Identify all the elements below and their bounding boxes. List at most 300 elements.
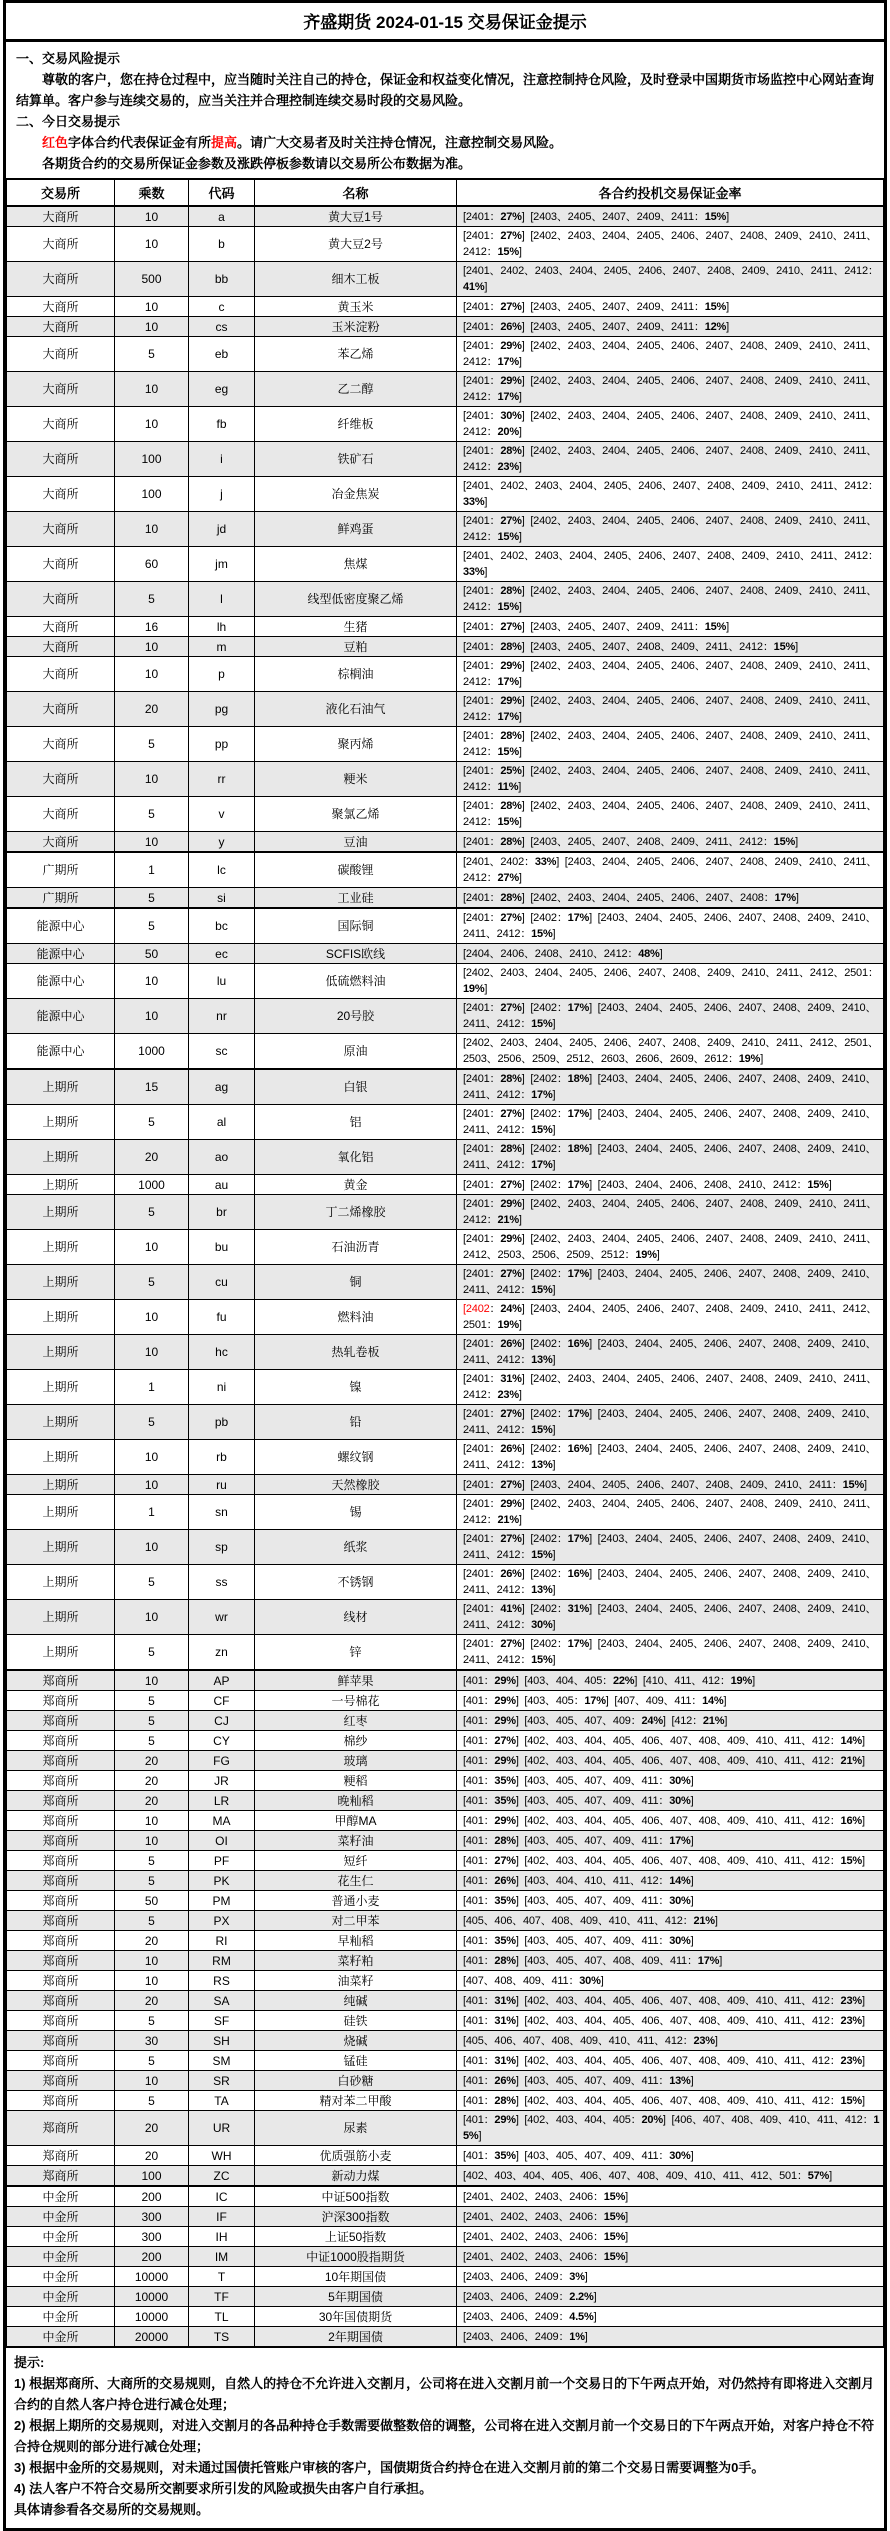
table-row: [7, 1971, 884, 1991]
code-cell: sn: [189, 1495, 255, 1530]
name-cell: 白银: [255, 1069, 457, 1105]
name-cell: 黄金: [255, 1175, 457, 1195]
code-cell: sc: [189, 1034, 255, 1070]
multiplier-cell: 5: [115, 727, 189, 762]
margin-rates-cell: [401：29%] [402、403、404、405：20%] [406、407、408、409、410、411、412：15%]: [457, 2111, 884, 2146]
name-cell: 纯碱: [255, 1991, 457, 2011]
name-cell: 甲醇MA: [255, 1811, 457, 1831]
margin-rates-cell: [2401：27%] [2402：17%] [2403、2404、2405、2406、2407、2408、2409、2410、2411、2412：15%]: [457, 1105, 884, 1140]
table-row: [7, 964, 884, 999]
multiplier-cell: 1: [115, 1370, 189, 1405]
name-cell: 燃料油: [255, 1300, 457, 1335]
code-cell: AP: [189, 1670, 255, 1691]
table-row: [7, 2011, 884, 2031]
table-row: [7, 1811, 884, 1831]
margin-rates-cell: [401：26%] [403、404、410、411、412：14%]: [457, 1871, 884, 1891]
column-header-code: 代码: [189, 179, 255, 206]
table-row: [7, 1475, 884, 1495]
margin-rates-cell: [2401：29%] [2402、2403、2404、2405、2406、2407、2408、2409、2410、2411、2412：21%]: [457, 1495, 884, 1530]
name-cell: 红枣: [255, 1711, 457, 1731]
exchange-cell: 能源中心: [7, 1034, 115, 1070]
code-cell: l: [189, 582, 255, 617]
name-cell: 鲜鸡蛋: [255, 512, 457, 547]
name-cell: 2年期国债: [255, 2327, 457, 2348]
exchange-cell: 大商所: [7, 727, 115, 762]
multiplier-cell: 15: [115, 1069, 189, 1105]
code-cell: ao: [189, 1140, 255, 1175]
multiplier-cell: 10: [115, 637, 189, 657]
exchange-cell: 郑商所: [7, 1731, 115, 1751]
table-row: [7, 582, 884, 617]
code-cell: rr: [189, 762, 255, 797]
table-row: [7, 1851, 884, 1871]
table-row: [7, 1711, 884, 1731]
margin-rates-cell: [2401：27%] [2402：17%] [2403、2404、2406、2408、2410、2412：15%]: [457, 1175, 884, 1195]
name-cell: 石油沥青: [255, 1230, 457, 1265]
margin-rates-cell: [2401：30%] [2402、2403、2404、2405、2406、2407、2408、2409、2410、2411、2412：20%]: [457, 407, 884, 442]
multiplier-cell: 10: [115, 1971, 189, 1991]
name-cell: 聚氯乙烯: [255, 797, 457, 832]
table-row: [7, 372, 884, 407]
margin-rates-cell: [2401：28%] [2402、2403、2404、2405、2406、2407、2408、2409、2410、2411、2412：15%]: [457, 797, 884, 832]
exchange-cell: 大商所: [7, 262, 115, 297]
name-cell: 鲜苹果: [255, 1670, 457, 1691]
margin-rates-cell: [2401：28%] [2402、2403、2404、2405、2406、2407、2408、2409、2410、2411、2412：15%]: [457, 727, 884, 762]
code-cell: p: [189, 657, 255, 692]
exchange-cell: 大商所: [7, 407, 115, 442]
code-cell: y: [189, 832, 255, 853]
exchange-cell: 大商所: [7, 582, 115, 617]
multiplier-cell: 300: [115, 2227, 189, 2247]
exchange-cell: 郑商所: [7, 1691, 115, 1711]
exchange-cell: 大商所: [7, 227, 115, 262]
name-cell: 液化石油气: [255, 692, 457, 727]
margin-rates-cell: [401：27%] [402、403、404、405、406、407、408、409、410、411、412：14%]: [457, 1731, 884, 1751]
table-row: [7, 1069, 884, 1105]
margin-rates-cell: [2403、2406、2409：2.2%]: [457, 2287, 884, 2307]
multiplier-cell: 200: [115, 2247, 189, 2267]
name-cell: 玻璃: [255, 1751, 457, 1771]
column-header-multiplier: 乘数: [115, 179, 189, 206]
margin-rates-cell: [2403、2406、2409：4.5%]: [457, 2307, 884, 2327]
table-row: [7, 944, 884, 964]
code-cell: cu: [189, 1265, 255, 1300]
table-row: [7, 2091, 884, 2111]
margin-rates-cell: [407、408、409、411：30%]: [457, 1971, 884, 1991]
code-cell: br: [189, 1195, 255, 1230]
margin-rates-cell: [2401：27%] [2402：17%] [2403、2404、2405、2406、2407、2408、2409、2410、2411、2412：15%]: [457, 1405, 884, 1440]
multiplier-cell: 5: [115, 1635, 189, 1671]
note-item: 4) 法人客户不符合交易所交割要求所引发的风险或损失由客户自行承担。: [14, 2481, 433, 2496]
exchange-cell: 郑商所: [7, 1831, 115, 1851]
code-cell: pb: [189, 1405, 255, 1440]
code-cell: TL: [189, 2307, 255, 2327]
table-row: [7, 1670, 884, 1691]
margin-rates-cell: [401：35%] [403、405、407、409、411：30%]: [457, 1771, 884, 1791]
name-cell: 黄大豆1号: [255, 206, 457, 227]
exchange-cell: 中金所: [7, 2207, 115, 2227]
exchange-cell: 大商所: [7, 617, 115, 637]
code-cell: TA: [189, 2091, 255, 2111]
exchange-cell: 郑商所: [7, 1791, 115, 1811]
table-row: [7, 1635, 884, 1671]
highlighted-red-text: 红色: [42, 135, 69, 150]
multiplier-cell: 300: [115, 2207, 189, 2227]
today-red-note: [16, 132, 874, 153]
code-cell: al: [189, 1105, 255, 1140]
exchange-cell: 大商所: [7, 442, 115, 477]
name-cell: 镍: [255, 1370, 457, 1405]
code-cell: CJ: [189, 1711, 255, 1731]
code-cell: TF: [189, 2287, 255, 2307]
table-row: [7, 2031, 884, 2051]
code-cell: fu: [189, 1300, 255, 1335]
margin-rates-cell: [401：29%] [402、403、404、405、406、407、408、409、410、411、412：21%]: [457, 1751, 884, 1771]
name-cell: 线型低密度聚乙烯: [255, 582, 457, 617]
table-row: [7, 1335, 884, 1370]
margin-rates-cell: [2403、2406、2409：3%]: [457, 2267, 884, 2287]
multiplier-cell: 20: [115, 1771, 189, 1791]
column-header-margin-rates: 各合约投机交易保证金率: [457, 179, 884, 206]
table-row: [7, 2287, 884, 2307]
exchange-cell: 上期所: [7, 1140, 115, 1175]
code-cell: zn: [189, 1635, 255, 1671]
notes-list: [14, 2373, 876, 2520]
exchange-cell: 郑商所: [7, 1971, 115, 1991]
name-cell: 锡: [255, 1495, 457, 1530]
multiplier-cell: 500: [115, 262, 189, 297]
code-cell: bb: [189, 262, 255, 297]
multiplier-cell: 5: [115, 582, 189, 617]
margin-rates-cell: [401：29%] [403、405：17%] [407、409、411：14%]: [457, 1691, 884, 1711]
code-cell: RM: [189, 1951, 255, 1971]
name-cell: 线材: [255, 1600, 457, 1635]
margin-rates-cell: [2401：27%] [2402、2403、2404、2405、2406、2407、2408、2409、2410、2411、2412：15%]: [457, 512, 884, 547]
table-row: [7, 1951, 884, 1971]
table-row: [7, 637, 884, 657]
code-cell: ag: [189, 1069, 255, 1105]
multiplier-cell: 20: [115, 1991, 189, 2011]
exchange-cell: 上期所: [7, 1335, 115, 1370]
multiplier-cell: 10: [115, 1831, 189, 1851]
code-cell: ru: [189, 1475, 255, 1495]
margin-rates-cell: [401：27%] [402、403、404、405、406、407、408、409、410、411、412：15%]: [457, 1851, 884, 1871]
code-cell: lu: [189, 964, 255, 999]
exchange-cell: 中金所: [7, 2186, 115, 2207]
name-cell: 热轧卷板: [255, 1335, 457, 1370]
notes-section: [6, 2348, 884, 2528]
code-cell: i: [189, 442, 255, 477]
table-row: [7, 888, 884, 909]
table-row: [7, 1105, 884, 1140]
margin-rates-cell: [2403、2406、2409：1%]: [457, 2327, 884, 2348]
code-cell: IM: [189, 2247, 255, 2267]
table-row: [7, 2207, 884, 2227]
table-row: [7, 2267, 884, 2287]
margin-rates-cell: [2401：27%] [2403、2405、2407、2409、2411：15%]: [457, 617, 884, 637]
table-row: [7, 407, 884, 442]
exchange-cell: 郑商所: [7, 1771, 115, 1791]
multiplier-cell: 1000: [115, 1034, 189, 1070]
code-cell: nr: [189, 999, 255, 1034]
name-cell: 白砂糖: [255, 2071, 457, 2091]
table-row: [7, 206, 884, 227]
table-row: [7, 852, 884, 888]
multiplier-cell: 5: [115, 2011, 189, 2031]
margin-rates-cell: [2401：28%] [2403、2405、2407、2408、2409、2411、2412：15%]: [457, 832, 884, 853]
table-row: [7, 617, 884, 637]
table-row: [7, 1991, 884, 2011]
exchange-cell: 大商所: [7, 477, 115, 512]
code-cell: bu: [189, 1230, 255, 1265]
name-cell: 工业硅: [255, 888, 457, 909]
code-cell: SR: [189, 2071, 255, 2091]
table-row: [7, 1405, 884, 1440]
document-page: [3, 0, 887, 2531]
multiplier-cell: 50: [115, 1891, 189, 1911]
multiplier-cell: 5: [115, 1691, 189, 1711]
margin-rates-cell: [2401：27%] [2402：17%] [2403、2404、2405、2406、2407、2408、2409、2410、2411、2412：15%]: [457, 999, 884, 1034]
exchange-cell: 郑商所: [7, 2031, 115, 2051]
multiplier-cell: 20: [115, 692, 189, 727]
margin-rates-cell: [2401、2402、2403、2404、2405、2406、2407、2408、2409、2410、2411、2412：33%]: [457, 477, 884, 512]
code-cell: T: [189, 2267, 255, 2287]
code-cell: lh: [189, 617, 255, 637]
table-row: [7, 442, 884, 477]
exchange-cell: 郑商所: [7, 1871, 115, 1891]
name-cell: 黄玉米: [255, 297, 457, 317]
margin-rates-cell: [2401：28%] [2402、2403、2404、2405、2406、2407、2408、2409、2410、2411、2412：15%]: [457, 582, 884, 617]
column-header-exchange: 交易所: [7, 179, 115, 206]
margin-rates-cell: [2401：29%] [2402、2403、2404、2405、2406、2407、2408、2409、2410、2411、2412：21%]: [457, 1195, 884, 1230]
code-cell: ZC: [189, 2166, 255, 2187]
table-row: [7, 1600, 884, 1635]
exchange-cell: 郑商所: [7, 2071, 115, 2091]
margin-rates-cell: [2401：28%] [2402：18%] [2403、2404、2405、2406、2407、2408、2409、2410、2411、2412：17%]: [457, 1140, 884, 1175]
exchange-cell: 大商所: [7, 657, 115, 692]
exchange-cell: 能源中心: [7, 964, 115, 999]
name-cell: 氧化铝: [255, 1140, 457, 1175]
name-cell: 花生仁: [255, 1871, 457, 1891]
table-header-row: [7, 179, 884, 206]
code-cell: IH: [189, 2227, 255, 2247]
exchange-cell: 中金所: [7, 2287, 115, 2307]
exchange-cell: 上期所: [7, 1230, 115, 1265]
name-cell: 细木工板: [255, 262, 457, 297]
risk-section-heading: 一、交易风险提示: [16, 51, 121, 66]
note-item: 2) 根据上期所的交易规则，对进入交割月的各品种持仓手数需要做整数倍的调整，公司将在进入交割月前一个交易日的下午两点开始，对客户持仓不符合持仓规则的部分进行减仓处理；: [14, 2418, 875, 2454]
name-cell: 铜: [255, 1265, 457, 1300]
table-row: [7, 2146, 884, 2166]
multiplier-cell: 100: [115, 477, 189, 512]
margin-rates-cell: [401：29%] [403、405、407、409：24%] [412：21%]: [457, 1711, 884, 1731]
code-cell: PM: [189, 1891, 255, 1911]
exchange-cell: 郑商所: [7, 1891, 115, 1911]
table-row: [7, 297, 884, 317]
table-row: [7, 1871, 884, 1891]
code-cell: CF: [189, 1691, 255, 1711]
name-cell: 棉纱: [255, 1731, 457, 1751]
exchange-cell: 中金所: [7, 2247, 115, 2267]
exchange-cell: 郑商所: [7, 1711, 115, 1731]
code-cell: pp: [189, 727, 255, 762]
multiplier-cell: 100: [115, 442, 189, 477]
multiplier-cell: 5: [115, 1195, 189, 1230]
table-row: [7, 1911, 884, 1931]
code-cell: FG: [189, 1751, 255, 1771]
margin-rates-cell: [401：35%] [403、405、407、409、411：30%]: [457, 1891, 884, 1911]
name-cell: 国际铜: [255, 908, 457, 944]
today-section-heading: 二、今日交易提示: [16, 114, 121, 129]
table-row: [7, 657, 884, 692]
notes-heading: 提示:: [14, 2355, 45, 2370]
table-row: [7, 1565, 884, 1600]
multiplier-cell: 10: [115, 1230, 189, 1265]
plain-text: 字体合约代表保证金有所: [68, 135, 212, 150]
code-cell: pg: [189, 692, 255, 727]
multiplier-cell: 10: [115, 512, 189, 547]
code-cell: a: [189, 206, 255, 227]
multiplier-cell: 16: [115, 617, 189, 637]
table-row: [7, 908, 884, 944]
name-cell: 油菜籽: [255, 1971, 457, 1991]
margin-rates-cell: [2401、2402、2403、2406：15%]: [457, 2247, 884, 2267]
name-cell: 中证500指数: [255, 2186, 457, 2207]
margin-rates-cell: [2401：27%] [2402、2403、2404、2405、2406、2407、2408、2409、2410、2411、2412：15%]: [457, 227, 884, 262]
exchange-cell: 上期所: [7, 1440, 115, 1475]
name-cell: 尿素: [255, 2111, 457, 2146]
code-cell: OI: [189, 1831, 255, 1851]
name-cell: 低硫燃料油: [255, 964, 457, 999]
multiplier-cell: 10: [115, 964, 189, 999]
name-cell: 原油: [255, 1034, 457, 1070]
table-row: [7, 727, 884, 762]
exchange-cell: 上期所: [7, 1600, 115, 1635]
exchange-cell: 郑商所: [7, 1911, 115, 1931]
exchange-cell: 郑商所: [7, 2091, 115, 2111]
code-cell: jm: [189, 547, 255, 582]
multiplier-cell: 10000: [115, 2267, 189, 2287]
margin-rates-cell: [2401、2402：33%] [2403、2404、2405、2406、2407、2408、2409、2410、2411、2412：27%]: [457, 852, 884, 888]
code-cell: IC: [189, 2186, 255, 2207]
exchange-cell: 郑商所: [7, 2111, 115, 2146]
table-row: [7, 227, 884, 262]
multiplier-cell: 10: [115, 227, 189, 262]
name-cell: 碳酸锂: [255, 852, 457, 888]
margin-rates-cell: [2401：41%] [2402：31%] [2403、2404、2405、2406、2407、2408、2409、2410、2411、2412：30%]: [457, 1600, 884, 1635]
highlighted-red-text: 提高: [211, 135, 238, 150]
code-cell: TS: [189, 2327, 255, 2348]
multiplier-cell: 10: [115, 1300, 189, 1335]
margin-rates-cell: [405、406、407、408、409、410、411、412：23%]: [457, 2031, 884, 2051]
multiplier-cell: 20: [115, 1791, 189, 1811]
multiplier-cell: 5: [115, 1871, 189, 1891]
table-row: [7, 1791, 884, 1811]
margin-rates-cell: [2401：28%] [2402：18%] [2403、2404、2405、2406、2407、2408、2409、2410、2411、2412：17%]: [457, 1069, 884, 1105]
table-row: [7, 1831, 884, 1851]
multiplier-cell: 5: [115, 2051, 189, 2071]
margin-rates-cell: [2401：27%] [2402：17%] [2403、2404、2405、2406、2407、2408、2409、2410、2411、2412：15%]: [457, 1530, 884, 1565]
table-row: [7, 692, 884, 727]
margin-rates-cell: [401：31%] [402、403、404、405、406、407、408、409、410、411、412：23%]: [457, 2051, 884, 2071]
name-cell: 丁二烯橡胶: [255, 1195, 457, 1230]
exchange-cell: 郑商所: [7, 2011, 115, 2031]
multiplier-cell: 10: [115, 1670, 189, 1691]
table-row: [7, 2166, 884, 2187]
multiplier-cell: 10: [115, 1335, 189, 1370]
margin-rates-cell: [2401：29%] [2402、2403、2404、2405、2406、2407、2408、2409、2410、2411、2412：17%]: [457, 337, 884, 372]
multiplier-cell: 5: [115, 337, 189, 372]
multiplier-cell: 50: [115, 944, 189, 964]
page-title: 齐盛期货 2024-01-15 交易保证金提示: [6, 3, 884, 42]
exchange-cell: 大商所: [7, 337, 115, 372]
exchange-cell: 中金所: [7, 2327, 115, 2348]
table-row: [7, 512, 884, 547]
margin-rates-cell: [2401：26%] [2402：16%] [2403、2404、2405、2406、2407、2408、2409、2410、2411、2412：13%]: [457, 1440, 884, 1475]
table-row: [7, 1034, 884, 1070]
multiplier-cell: 60: [115, 547, 189, 582]
multiplier-cell: 5: [115, 908, 189, 944]
exchange-cell: 郑商所: [7, 1951, 115, 1971]
multiplier-cell: 10: [115, 317, 189, 337]
name-cell: 豆油: [255, 832, 457, 853]
multiplier-cell: 10: [115, 999, 189, 1034]
name-cell: 沪深300指数: [255, 2207, 457, 2227]
exchange-cell: 能源中心: [7, 908, 115, 944]
name-cell: 螺纹钢: [255, 1440, 457, 1475]
code-cell: PK: [189, 1871, 255, 1891]
exchange-cell: 大商所: [7, 297, 115, 317]
margin-rates-cell: [2401、2402、2403、2406：15%]: [457, 2186, 884, 2207]
code-cell: ni: [189, 1370, 255, 1405]
name-cell: 苯乙烯: [255, 337, 457, 372]
table-row: [7, 2327, 884, 2348]
table-row: [7, 2227, 884, 2247]
exchange-cell: 郑商所: [7, 2166, 115, 2187]
name-cell: 烧碱: [255, 2031, 457, 2051]
note-item: 1) 根据郑商所、大商所的交易规则，自然人的持仓不允许进入交割月，公司将在进入交割月前一个交易日的下午两点开始，对仍然持有即将进入交割月合约的自然人客户持仓进行减仓处理；: [14, 2376, 875, 2412]
name-cell: 一号棉花: [255, 1691, 457, 1711]
exchange-cell: 大商所: [7, 372, 115, 407]
code-cell: PX: [189, 1911, 255, 1931]
margin-rates-cell: [2401、2402、2403、2406：15%]: [457, 2227, 884, 2247]
table-row: [7, 797, 884, 832]
name-cell: 20号胶: [255, 999, 457, 1034]
margin-rates-cell: [2401：29%] [2402、2403、2404、2405、2406、2407、2408、2409、2410、2411、2412：17%]: [457, 372, 884, 407]
table-row: [7, 1931, 884, 1951]
margin-rates-cell: [401：31%] [402、403、404、405、406、407、408、409、410、411、412：23%]: [457, 1991, 884, 2011]
exchange-cell: 郑商所: [7, 2146, 115, 2166]
table-row: [7, 337, 884, 372]
code-cell: wr: [189, 1600, 255, 1635]
exchange-cell: 中金所: [7, 2307, 115, 2327]
margin-rates-cell: [401：28%] [402、403、404、405、406、407、408、409、410、411、412：15%]: [457, 2091, 884, 2111]
table-row: [7, 262, 884, 297]
code-cell: eb: [189, 337, 255, 372]
margin-rates-cell: [2401：26%] [2402：16%] [2403、2404、2405、2406、2407、2408、2409、2410、2411、2412：13%]: [457, 1335, 884, 1370]
table-row: [7, 2111, 884, 2146]
margin-rates-cell: [401：31%] [402、403、404、405、406、407、408、409、410、411、412：23%]: [457, 2011, 884, 2031]
table-row: [7, 1230, 884, 1265]
exchange-cell: 大商所: [7, 512, 115, 547]
margin-rates-cell: [2401：28%] [2403、2405、2407、2408、2409、2411、2412：15%]: [457, 637, 884, 657]
margin-rates-cell: [401：35%] [403、405、407、409、411：30%]: [457, 1931, 884, 1951]
multiplier-cell: 10: [115, 297, 189, 317]
multiplier-cell: 5: [115, 1851, 189, 1871]
name-cell: 10年期国债: [255, 2267, 457, 2287]
table-row: [7, 832, 884, 853]
code-cell: ec: [189, 944, 255, 964]
